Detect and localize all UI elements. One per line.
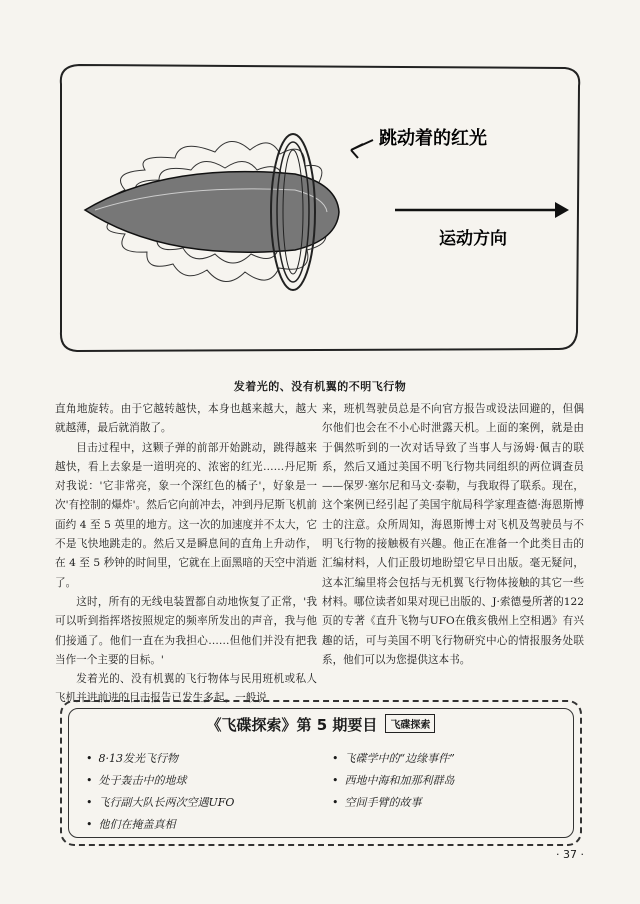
toc-left bbox=[86, 748, 234, 836]
toc-item: • 他们在掩盖真相 bbox=[86, 814, 234, 836]
paragraph: 来，班机驾驶员总是不向官方报告或设法回避的，但偶尔他们也会在不小心时泄露天机。上面的案例，就是由于偶然听到的一次对话导致了当事人与汤姆·佩吉的联系，然后又通过美国不明飞行物共同组织的两位调查员——保罗·塞尔尼和马文·泰勒，与我取得了联系。现在，这个案例已经引起了美国宇航局科学家理查德·海恩斯博士的注意。众所周知，海恩斯博士对飞机及驾驶员与不明飞行物的接触极有兴趣。他正在准备一个此类目击的汇编材料，人们正殷切地盼望它早日出版。毫无疑问，这本汇编里将会包括与无机翼飞行物体接触的其它一些材料。哪位读者如果对现已出版的、J·索德曼所著的122页的专著《直升飞物与UFO在俄亥俄州上空相遇》有兴趣的话，可与美国不明飞行物研究中心的情报服务处联系，他们可以为您提供这本书。 bbox=[322, 403, 584, 666]
ufo-illustration bbox=[55, 62, 583, 354]
toc-item: • 飞行副大队长两次空遇UFO bbox=[86, 792, 234, 814]
paragraph: 目击过程中，这颗子弹的前部开始跳动，跳得越来越快，看上去象是一道明亮的、浓密的红光……丹尼斯对我说：'它非常亮，象一个深红色的橘子'，好象是一次'有控制的爆炸'。然后它向前冲去，冲到丹尼斯飞机前面约 4 至 5 英里的地方。这一次的加速度并不太大，它不是飞快地跳走的。然后又是瞬息间的直角上升动作，在 4 至 5 秒钟的时间里，它就在上面黑暗的天空中消逝了。 bbox=[55, 441, 317, 589]
box-title bbox=[62, 714, 580, 735]
toc-item: • 8·13发光飞行物 bbox=[86, 748, 234, 770]
next-issue-box bbox=[60, 700, 582, 846]
direction-label: 运动方向 bbox=[439, 229, 507, 249]
right-column bbox=[322, 400, 584, 670]
toc-item: • 西地中海和加那利群岛 bbox=[332, 770, 455, 792]
left-column bbox=[55, 400, 317, 709]
toc-item: • 空间手臂的故事 bbox=[332, 792, 455, 814]
paragraph: 发着光的、没有机翼的飞行物体与民用班机或私人飞机并进前进的目击报告已发生多起。一般说 bbox=[55, 673, 317, 705]
paragraph: 直角地旋转。由于它越转越快，本身也越来越大，越大就越薄，最后就消散了。 bbox=[55, 403, 317, 435]
toc-item: • 处于轰击中的地球 bbox=[86, 770, 234, 792]
glow-label: 跳动着的红光 bbox=[379, 128, 487, 149]
paragraph: 这时，所有的无线电装置都自动地恢复了正常，'我可以听到指挥塔按照规定的频率所发出的声音，我与他们接通了。他们一直在为我担心……但他们并没有把我当作一个主要的目标。' bbox=[55, 595, 317, 666]
toc-right bbox=[332, 748, 455, 814]
page-number: · 37 · bbox=[556, 848, 584, 861]
toc-item: • 飞碟学中的“边缘事件” bbox=[332, 748, 455, 770]
magazine-logo: 飞碟探索 bbox=[385, 714, 435, 733]
box-title-text: 《飞碟探索》第 5 期要目 bbox=[206, 716, 378, 734]
figure-caption: 发着光的、没有机翼的不明飞行物 bbox=[233, 380, 407, 393]
